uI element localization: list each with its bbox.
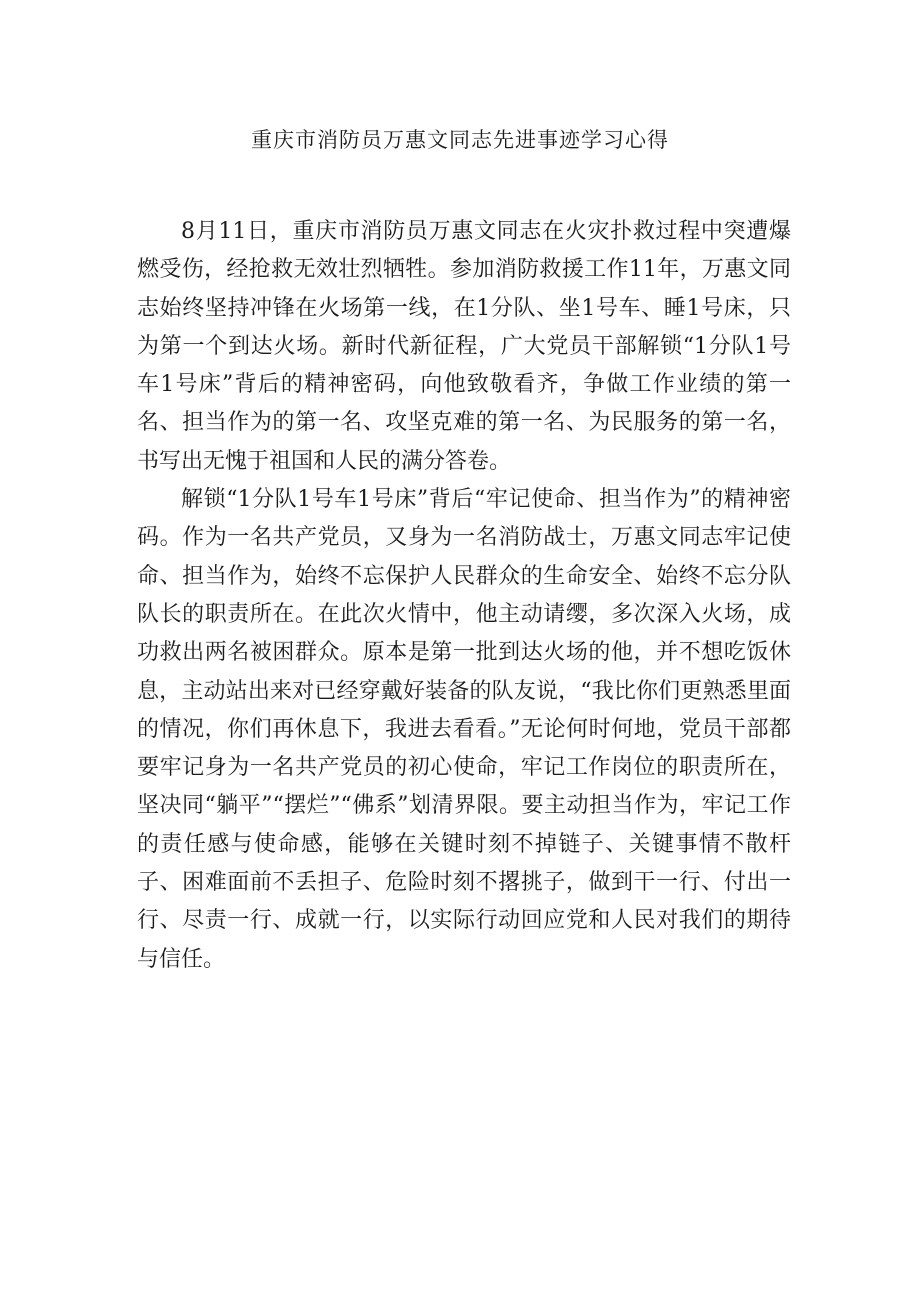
document-title: 重庆市消防员万惠文同志先进事迹学习心得	[251, 128, 669, 152]
paragraph-1: 8月11日，重庆市消防员万惠文同志在火灾扑救过程中突遭爆燃受伤，经抢救无效壮烈牺牲。参加消防救援工作11年，万惠文同志始终坚持冲锋在火场第一线，在1分队、坐1号车、睡1号床，只为第一个到达火场。新时代新征程，广大党员干部解锁“1分队1号车1号床”背后的精神密码，向他致敬看齐，争做工作业绩的第一名、担当作为的第一名、攻坚克难的第一名、为民服务的第一名，书写出无愧于祖国和人民的满分答卷。	[137, 219, 791, 474]
document-body	[137, 213, 791, 979]
paragraph-2: 解锁“1分队1号车1号床”背后“牢记使命、担当作为”的精神密码。作为一名共产党员，又身为一名消防战士，万惠文同志牢记使命、担当作为，始终不忘保护人民群众的生命安全、始终不忘分队队长的职责所在。在此次火情中，他主动请缨，多次深入火场，成功救出两名被困群众。原本是第一批到达火场的他，并不想吃饭休息，主动站出来对已经穿戴好装备的队友说，“我比你们更熟悉里面的情况，你们再休息下，我进去看看。”无论何时何地，党员干部都要牢记身为一名共产党员的初心使命，牢记工作岗位的职责所在，坚决同“躺平”“摆烂”“佛系”划清界限。要主动担当作为，牢记工作的责任感与使命感，能够在关键时刻不掉链子、关键事情不散杆子、困难面前不丢担子、危险时刻不撂挑子，做到干一行、付出一行、尽责一行、成就一行，以实际行动回应党和人民对我们的期待与信任。	[137, 487, 791, 972]
